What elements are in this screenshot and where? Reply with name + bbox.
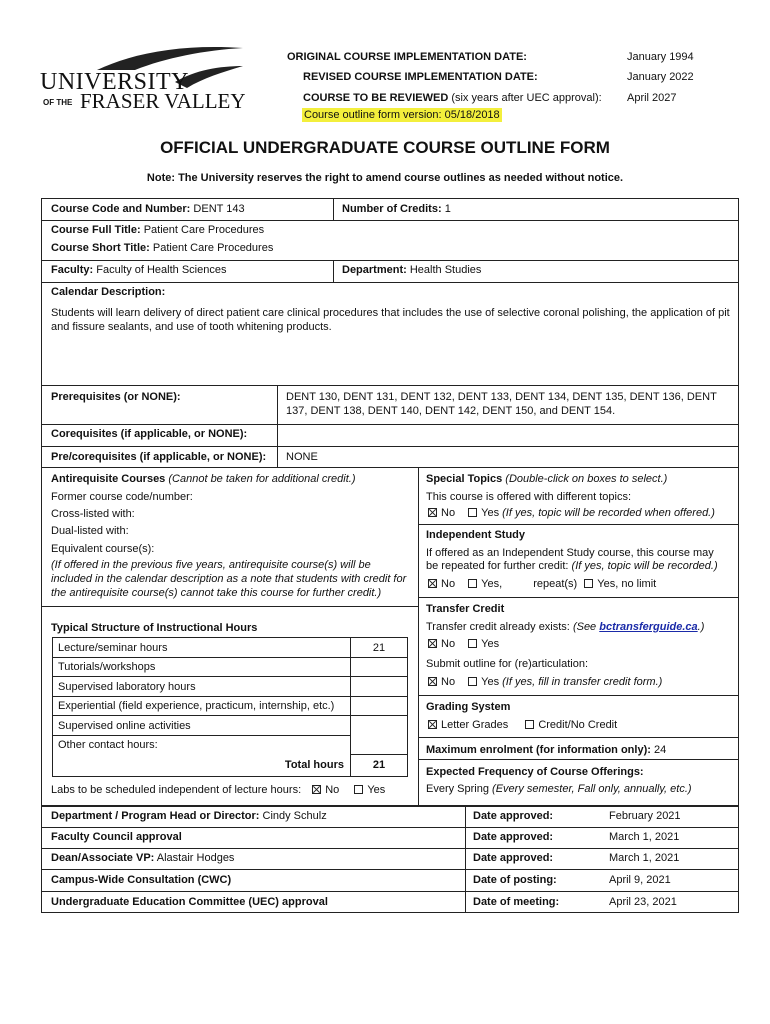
faculty-row: Faculty: Faculty of Health Sciences — [51, 264, 227, 276]
approval-row-label: Undergraduate Education Committee (UEC) approval — [51, 896, 328, 908]
bctransferguide-link[interactable]: bctransferguide.ca — [599, 621, 698, 633]
course-code-value[interactable]: DENT 143 — [193, 203, 245, 215]
revised-date-value: January 2022 — [627, 71, 694, 83]
antireq-note: (If offered in the previous five years, antirequisite course(s) will be included in the calendar description as a note that students with credit for the antirequisite course(s) cannot take this course for further credit.) — [51, 559, 407, 599]
frequency-row: Every Spring (Every semester, Fall only, annually, etc.) — [426, 783, 692, 795]
articulation-yes-checkbox[interactable] — [468, 677, 477, 686]
review-date-row — [303, 91, 602, 105]
hours-row-label: Supervised online activities — [58, 720, 191, 732]
logo-line-1: UNIVERSITY — [40, 69, 189, 95]
antireq-dual[interactable]: Dual-listed with: — [51, 525, 129, 537]
approval-date-label: Date of meeting: — [473, 896, 560, 908]
credits-row: Number of Credits: 1 — [342, 203, 451, 215]
grading-options: Letter Grades Credit/No Credit — [428, 718, 617, 732]
department-value[interactable]: Health Studies — [409, 264, 482, 276]
form-version: Course outline form version: 05/18/2018 — [304, 109, 500, 121]
approval-name[interactable]: Cindy Schulz — [262, 810, 327, 822]
special-no-checkbox[interactable] — [428, 508, 437, 517]
approval-row-label: Dean/Associate VP: Alastair Hodges — [51, 852, 235, 864]
independent-line-2: be repeated for further credit: (If yes, topic will be recorded.) — [426, 560, 718, 572]
independent-nolimit-checkbox[interactable] — [584, 579, 593, 588]
approval-date-value[interactable]: February 2021 — [609, 810, 681, 822]
full-title-value[interactable]: Patient Care Procedures — [143, 224, 265, 236]
total-hours-value: 21 — [372, 759, 386, 771]
special-topics-line: This course is offered with different topics: — [426, 491, 632, 503]
frequency-value[interactable]: Every Spring — [426, 783, 489, 795]
approval-date-value[interactable]: April 9, 2021 — [609, 874, 671, 886]
transfer-submit-line: Submit outline for (re)articulation: — [426, 658, 589, 670]
original-date-value: January 1994 — [627, 51, 694, 63]
transfer-exists-line: Transfer credit already exists: (See bctransferguide.ca.) — [426, 621, 705, 633]
approval-row-label: Faculty Council approval — [51, 831, 182, 843]
enrolment-row: Maximum enrolment (for information only): 24 — [426, 744, 667, 756]
independent-options: No Yes, repeat(s) Yes, no limit — [428, 577, 656, 591]
full-title-row: Course Full Title: Patient Care Procedures — [51, 224, 265, 236]
prereq-label: Prerequisites (or NONE): — [51, 391, 181, 403]
page-title: OFFICIAL UNDERGRADUATE COURSE OUTLINE FORM — [160, 138, 610, 157]
calendar-label: Calendar Description: — [51, 286, 166, 298]
hours-row-label: Lecture/seminar hours — [58, 642, 168, 654]
note-text: Note: The University reserves the right to amend course outlines as needed without notice. — [146, 172, 624, 184]
approval-row-label: Department / Program Head or Director: Cindy Schulz — [51, 810, 327, 822]
review-date-label: COURSE TO BE REVIEWED — [303, 92, 449, 104]
independent-no-checkbox[interactable] — [428, 579, 437, 588]
review-date-value: April 2027 — [627, 92, 677, 104]
antireq-cross[interactable]: Cross-listed with: — [51, 508, 135, 520]
grading-heading: Grading System — [426, 701, 511, 713]
approval-date-label: Date of posting: — [473, 874, 557, 886]
short-title-row: Course Short Title: Patient Care Procedures — [51, 242, 274, 254]
precoreq-label: Pre/corequisites (if applicable, or NONE): — [51, 451, 267, 463]
antireq-equivalent[interactable]: Equivalent course(s): — [51, 543, 155, 555]
approval-date-label: Date approved: — [473, 831, 554, 843]
articulation-no-checkbox[interactable] — [428, 677, 437, 686]
approval-name[interactable]: Alastair Hodges — [156, 852, 235, 864]
special-yes-checkbox[interactable] — [468, 508, 477, 517]
hours-row-label: Tutorials/workshops — [58, 661, 156, 673]
special-topics-options: No Yes (If yes, topic will be recorded when offered.) — [428, 506, 715, 520]
antireq-heading: Antirequisite Courses (Cannot be taken for additional credit.) — [51, 473, 356, 485]
hours-row-label: Other contact hours: — [58, 739, 158, 751]
special-topics-heading: Special Topics (Double-click on boxes to select.) — [426, 473, 668, 485]
approval-date-label: Date approved: — [473, 810, 554, 822]
short-title-value[interactable]: Patient Care Procedures — [152, 242, 274, 254]
independent-heading: Independent Study — [426, 529, 525, 541]
hours-row-label: Supervised laboratory hours — [58, 681, 196, 693]
coreq-label: Corequisites (if applicable, or NONE): — [51, 428, 248, 440]
course-code-row: Course Code and Number: DENT 143 — [51, 203, 245, 215]
logo-line-2: FRASER VALLEY — [80, 89, 246, 113]
original-date-label: ORIGINAL COURSE IMPLEMENTATION DATE: — [287, 51, 527, 63]
faculty-value[interactable]: Faculty of Health Sciences — [96, 264, 227, 276]
frequency-heading: Expected Frequency of Course Offerings: — [426, 766, 644, 778]
independent-line-1: If offered as an Independent Study course, this course may — [426, 547, 714, 559]
approval-date-value[interactable]: March 1, 2021 — [609, 852, 680, 864]
prereq-value[interactable]: DENT 130, DENT 131, DENT 132, DENT 133, DENT 134, DENT 135, DENT 136, DENT 137, DENT 138, DENT 140, DENT 142, DENT 150, and DENT 154. — [286, 391, 717, 417]
revised-date-label: REVISED COURSE IMPLEMENTATION DATE: — [303, 71, 538, 83]
labs-yes-checkbox[interactable] — [354, 785, 363, 794]
calendar-description[interactable]: Students will learn delivery of direct patient care clinical procedures that includes the use of selective coronal polishing, the application of pit and fissure sealants, and use of tooth whitening products. — [51, 307, 730, 333]
transfer-exists-options: No Yes — [428, 637, 499, 651]
approval-row-label: Campus-Wide Consultation (CWC) — [51, 874, 232, 886]
labs-row: Labs to be scheduled independent of lecture hours: No Yes — [51, 784, 386, 796]
transfer-no-checkbox[interactable] — [428, 639, 437, 648]
letter-grades-checkbox[interactable] — [428, 720, 437, 729]
hours-heading: Typical Structure of Instructional Hours — [51, 622, 258, 634]
approval-date-label: Date approved: — [473, 852, 554, 864]
independent-yes-checkbox[interactable] — [468, 579, 477, 588]
transfer-heading: Transfer Credit — [426, 603, 505, 615]
transfer-yes-checkbox[interactable] — [468, 639, 477, 648]
department-row: Department: Health Studies — [342, 264, 482, 276]
approval-date-value[interactable]: April 23, 2021 — [609, 896, 677, 908]
review-date-note: (six years after UEC approval): — [451, 92, 602, 104]
labs-no-checkbox[interactable] — [312, 785, 321, 794]
approval-date-value[interactable]: March 1, 2021 — [609, 831, 680, 843]
logo-of-the: OF THE — [43, 98, 73, 107]
antireq-former[interactable]: Former course code/number: — [51, 491, 193, 503]
credit-no-credit-checkbox[interactable] — [525, 720, 534, 729]
precoreq-value[interactable]: NONE — [286, 451, 318, 463]
hours-row-label: Experiential (field experience, practicum, internship, etc.) — [58, 700, 335, 712]
credits-value[interactable]: 1 — [444, 203, 451, 215]
transfer-submit-options: No Yes (If yes, fill in transfer credit form.) — [428, 675, 662, 689]
enrolment-value[interactable]: 24 — [653, 744, 667, 756]
total-hours-label: Total hours — [284, 759, 344, 771]
hours-row-value[interactable]: 21 — [372, 642, 386, 654]
